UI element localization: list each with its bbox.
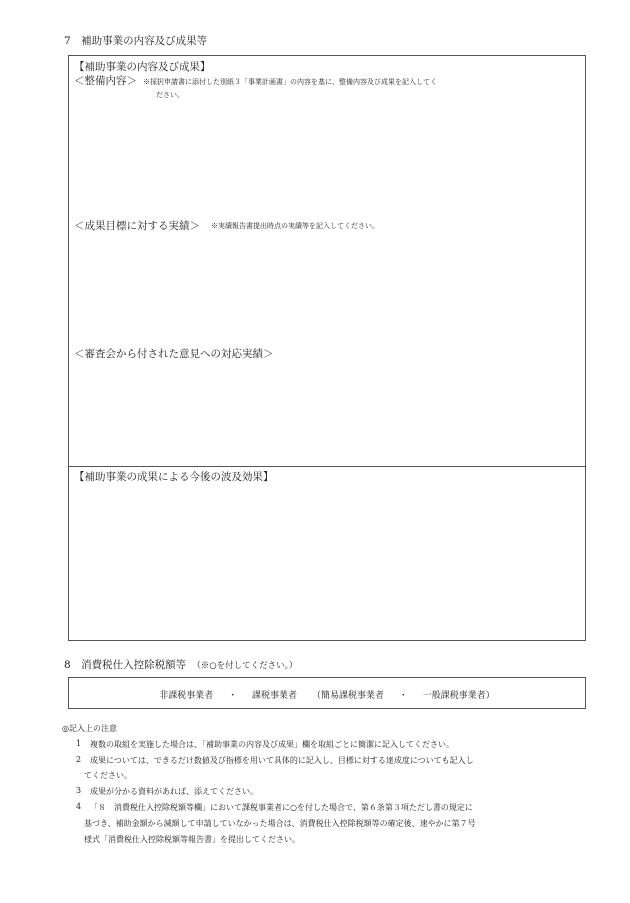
contents-results-heading: 【補助事業の内容及び成果】 [74, 61, 211, 73]
option-non-taxable: 非課税事業者 [159, 691, 214, 701]
tax-status-options [68, 688, 586, 701]
note-text: 複数の取組を実施した場合は、「補助事業の内容及び成果」欄を取組ごとに簡潔に記入してください。 [90, 740, 454, 749]
note-text: 成果が分かる資料があれば、添えてください。 [90, 787, 258, 796]
note-continuation: 様式「消費税仕入控除税額等報告書」を提出してください。 [84, 835, 300, 844]
option-separator: ・ [398, 691, 408, 701]
note-number: 1 [76, 739, 82, 748]
option-taxable: 課税事業者 [252, 691, 298, 701]
ripple-effect-heading: 【補助事業の成果による今後の波及効果】 [74, 471, 274, 483]
option-separator: ・ [228, 691, 238, 701]
target-results-note: ※実績報告書提出時点の実績等を記入してください。 [211, 222, 379, 230]
note-text: 「８ 消費税仕入控除税額等欄」において課税事業者に○を付した場合で、第６条第３項ただし書の規定に [90, 803, 473, 812]
section-8-title-text: 8 消費税仕入控除税額等 [64, 659, 187, 671]
note-number: 3 [76, 786, 82, 795]
section-8-note: （※○を付してください。） [192, 661, 298, 671]
section-8-title [64, 657, 297, 672]
notes-title: ◎記入上の注意 [62, 724, 117, 733]
option-general: 一般課税事業者） [422, 691, 495, 701]
ripple-effect-box [68, 466, 586, 641]
note-continuation: 基づき、補助金額から減額して申請していなかった場合は、消費税仕入控除税額等の確定後、速やかに第７号 [84, 819, 476, 828]
option-simplified: （簡易課税事業者 [311, 691, 384, 701]
contents-results-box [68, 55, 586, 467]
section-7-title: 7 補助事業の内容及び成果等 [64, 35, 208, 47]
note-text: 成果については、できるだけ数値及び指標を用いて具体的に記入し、目標に対する達成度についても記入し [90, 756, 474, 765]
target-results-label: ＜成果目標に対する実績＞ [74, 220, 200, 232]
review-response-label: ＜審査会から付された意見への対応実績＞ [74, 348, 274, 360]
maintenance-contents-note-line2: ださい。 [156, 91, 184, 99]
note-number: 4 [76, 802, 82, 811]
note-continuation: てください。 [84, 771, 132, 780]
maintenance-contents-note-line1: ※採択申請書に添付した別紙３「事業計画書」の内容を基に、整備内容及び成果を記入してく [143, 78, 437, 86]
maintenance-contents-label: ＜整備内容＞ [74, 75, 137, 87]
note-number: 2 [76, 755, 82, 764]
